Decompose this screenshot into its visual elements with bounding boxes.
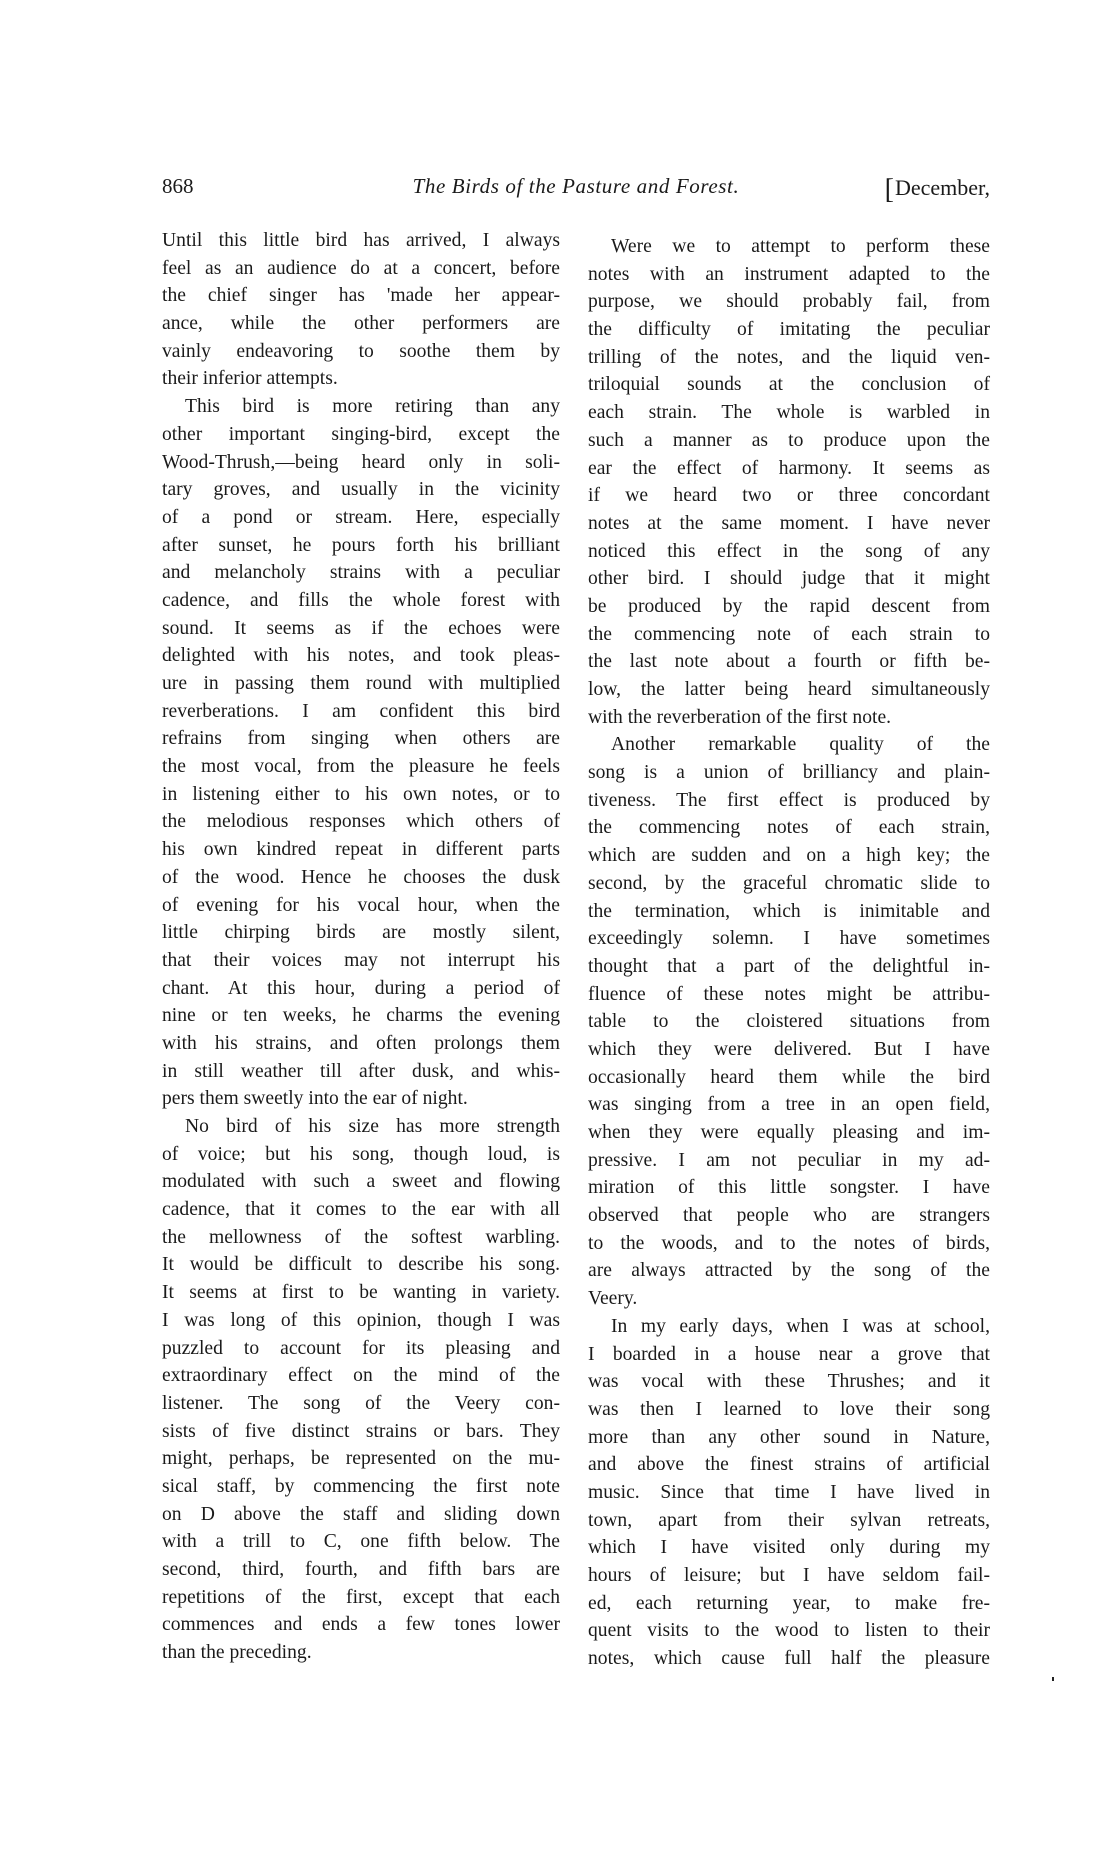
text-line: the chief singer has 'made her appear-: [162, 285, 560, 307]
text-line: pers them sweetly into the ear of night.: [162, 1088, 468, 1110]
text-line: was then I learned to love their song: [588, 1398, 990, 1420]
text-line: song is a union of brilliancy and plain-: [588, 762, 990, 784]
text-line: feel as an audience do at a concert, before: [162, 257, 560, 279]
text-line: notes at the same moment. I have never: [588, 512, 990, 534]
text-line: if we heard two or three concordant: [588, 485, 990, 507]
text-line: and above the finest strains of artificial: [588, 1454, 990, 1476]
text-line: notes with an instrument adapted to the: [588, 263, 990, 285]
text-line: music. Since that time I have lived in: [588, 1481, 990, 1503]
text-line: with a trill to C, one fifth below. The: [162, 1531, 560, 1553]
text-line: commences and ends a few tones lower: [162, 1614, 560, 1636]
text-line: the most vocal, from the pleasure he feels: [162, 756, 560, 778]
text-line: second, third, fourth, and fifth bars are: [162, 1559, 560, 1580]
text-line: of the wood. Hence he chooses the dusk: [162, 866, 560, 888]
text-line: other bird. I should judge that it might: [588, 568, 990, 590]
text-line: tiveness. The first effect is produced by: [588, 789, 990, 811]
text-line: nine or ten weeks, he charms the evening: [162, 1005, 560, 1027]
text-line: Until this little bird has arrived, I always: [162, 230, 560, 251]
issue-month: [884, 174, 990, 205]
text-line: In my early days, when I was at school,: [611, 1315, 990, 1337]
running-title: The Birds of the Pasture and Forest.: [412, 174, 740, 198]
text-line: such a manner as to produce upon the: [588, 429, 990, 451]
text-line: the mellowness of the softest warbling.: [162, 1226, 560, 1248]
text-line: table to the cloistered situations from: [588, 1011, 990, 1033]
text-line: reverberations. I am confident this bird: [162, 700, 560, 722]
text-line: trilling of the notes, and the liquid ven-: [588, 346, 990, 368]
text-line: in still weather till after dusk, and whis-: [162, 1060, 560, 1082]
text-line: refrains from singing when others are: [162, 728, 560, 750]
text-line: which they were delivered. But I have: [588, 1038, 990, 1060]
text-line: ure in passing them round with multiplied: [162, 673, 560, 694]
text-line: tary groves, and usually in the vicinity: [162, 479, 560, 501]
text-line: was vocal with these Thrushes; and it: [588, 1371, 990, 1393]
text-line: extraordinary effect on the mind of the: [162, 1365, 560, 1387]
text-line: which I have visited only during my: [588, 1537, 990, 1559]
text-line: their inferior attempts.: [162, 368, 338, 390]
text-line: listener. The song of the Veery con-: [162, 1392, 560, 1414]
page-number: 868: [162, 174, 194, 198]
text-line: I boarded in a house near a grove that: [588, 1343, 990, 1365]
text-line: puzzled to account for its pleasing and: [162, 1337, 560, 1359]
text-line: to the woods, and to the notes of birds,: [588, 1232, 990, 1254]
text-line: the commencing notes of each strain,: [588, 817, 990, 839]
right-column: [588, 233, 990, 1673]
text-line: sists of five distinct strains or bars. They: [162, 1420, 560, 1442]
text-line: of evening for his vocal hour, when the: [162, 894, 560, 916]
text-line: the commencing note of each strain to: [588, 623, 990, 645]
text-line: when they were equally pleasing and im-: [588, 1122, 990, 1143]
text-line: might, perhaps, be represented on the mu-: [162, 1448, 560, 1470]
text-line: that their voices may not interrupt his: [162, 949, 560, 971]
text-line: and melancholy strains with a peculiar: [162, 562, 560, 584]
text-line: quent visits to the wood to listen to their: [588, 1620, 990, 1642]
text-line: chant. At this hour, during a period of: [162, 977, 560, 999]
text-line: miration of this little songster. I have: [588, 1177, 990, 1199]
text-line: Another remarkable quality of the: [611, 734, 990, 756]
text-line: observed that people who are strangers: [588, 1205, 990, 1227]
text-line: notes, which cause full half the pleasure: [588, 1648, 990, 1670]
text-line: fluence of these notes might be attribu-: [588, 983, 990, 1005]
text-line: cadence, and fills the whole forest with: [162, 589, 560, 611]
text-line: than the preceding.: [162, 1642, 312, 1664]
text-line: sical staff, by commencing the first note: [162, 1475, 560, 1497]
text-line: of a pond or stream. Here, especially: [162, 506, 560, 528]
text-line: after sunset, he pours forth his brilliant: [162, 534, 560, 556]
text-line: second, by the graceful chromatic slide to: [588, 872, 990, 894]
text-line: cadence, that it comes to the ear with all: [162, 1199, 560, 1221]
text-line: pressive. I am not peculiar in my ad-: [588, 1149, 990, 1171]
text-line: modulated with such a sweet and flowing: [162, 1171, 560, 1193]
text-line: vainly endeavoring to soothe them by: [162, 340, 560, 362]
text-line: delighted with his notes, and took pleas-: [162, 645, 560, 667]
text-line: triloquial sounds at the conclusion of: [588, 374, 990, 396]
text-line: his own kindred repeat in different parts: [162, 839, 560, 861]
text-line: repetitions of the first, except that each: [162, 1586, 560, 1608]
text-line: the last note about a fourth or fifth be-: [588, 651, 990, 673]
running-header: [162, 172, 990, 205]
text-line: with the reverberation of the first note.: [588, 706, 892, 728]
text-line: little chirping birds are mostly silent,: [162, 922, 560, 944]
text-line: which are sudden and on a high key; the: [588, 845, 990, 867]
text-line: No bird of his size has more strength: [185, 1116, 560, 1137]
text-line: town, apart from their sylvan retreats,: [588, 1509, 990, 1531]
text-line: more than any other sound in Nature,: [588, 1426, 990, 1448]
text-line: other important singing-bird, except the: [162, 423, 560, 445]
text-line: I was long of this opinion, though I was: [162, 1309, 560, 1331]
text-line: be produced by the rapid descent from: [588, 595, 990, 617]
text-line: purpose, we should probably fail, from: [588, 291, 990, 313]
text-line: each strain. The whole is warbled in: [588, 402, 990, 424]
text-line: exceedingly solemn. I have sometimes: [588, 928, 990, 950]
text-line: Veery.: [588, 1288, 638, 1310]
text-line: with his strains, and often prolongs them: [162, 1032, 560, 1054]
text-line: ed, each returning year, to make fre-: [588, 1592, 990, 1614]
text-line: ance, while the other performers are: [162, 313, 560, 335]
text-line: It seems at first to be wanting in variety.: [162, 1282, 560, 1304]
text-line: thought that a part of the delightful in-: [588, 955, 990, 977]
text-line: This bird is more retiring than any: [185, 396, 560, 418]
text-line: are always attracted by the song of the: [588, 1260, 990, 1282]
text-line: Were we to attempt to perform these: [611, 236, 990, 257]
text-line: on D above the staff and sliding down: [162, 1503, 560, 1525]
text-line: of voice; but his song, though loud, is: [162, 1143, 560, 1165]
month-label: December,: [894, 175, 990, 200]
left-column: [162, 227, 560, 1667]
text-line: the termination, which is inimitable and: [588, 900, 990, 922]
text-line: was singing from a tree in an open field,: [588, 1094, 990, 1116]
scan-speck: [1052, 1677, 1054, 1681]
text-line: in listening either to his own notes, or to: [162, 783, 560, 805]
text-line: Wood-Thrush,—being heard only in soli-: [162, 451, 560, 473]
text-line: low, the latter being heard simultaneously: [588, 679, 990, 700]
text-line: occasionally heard them while the bird: [588, 1066, 990, 1088]
bracket-glyph: [: [884, 174, 894, 205]
text-line: noticed this effect in the song of any: [588, 540, 990, 562]
text-line: hours of leisure; but I have seldom fail-: [588, 1565, 990, 1586]
text-line: ear the effect of harmony. It seems as: [588, 457, 990, 479]
text-line: sound. It seems as if the echoes were: [162, 617, 560, 639]
text-line: the difficulty of imitating the peculiar: [588, 319, 990, 341]
text-line: It would be difficult to describe his song.: [162, 1254, 560, 1276]
text-line: the melodious responses which others of: [162, 811, 560, 833]
